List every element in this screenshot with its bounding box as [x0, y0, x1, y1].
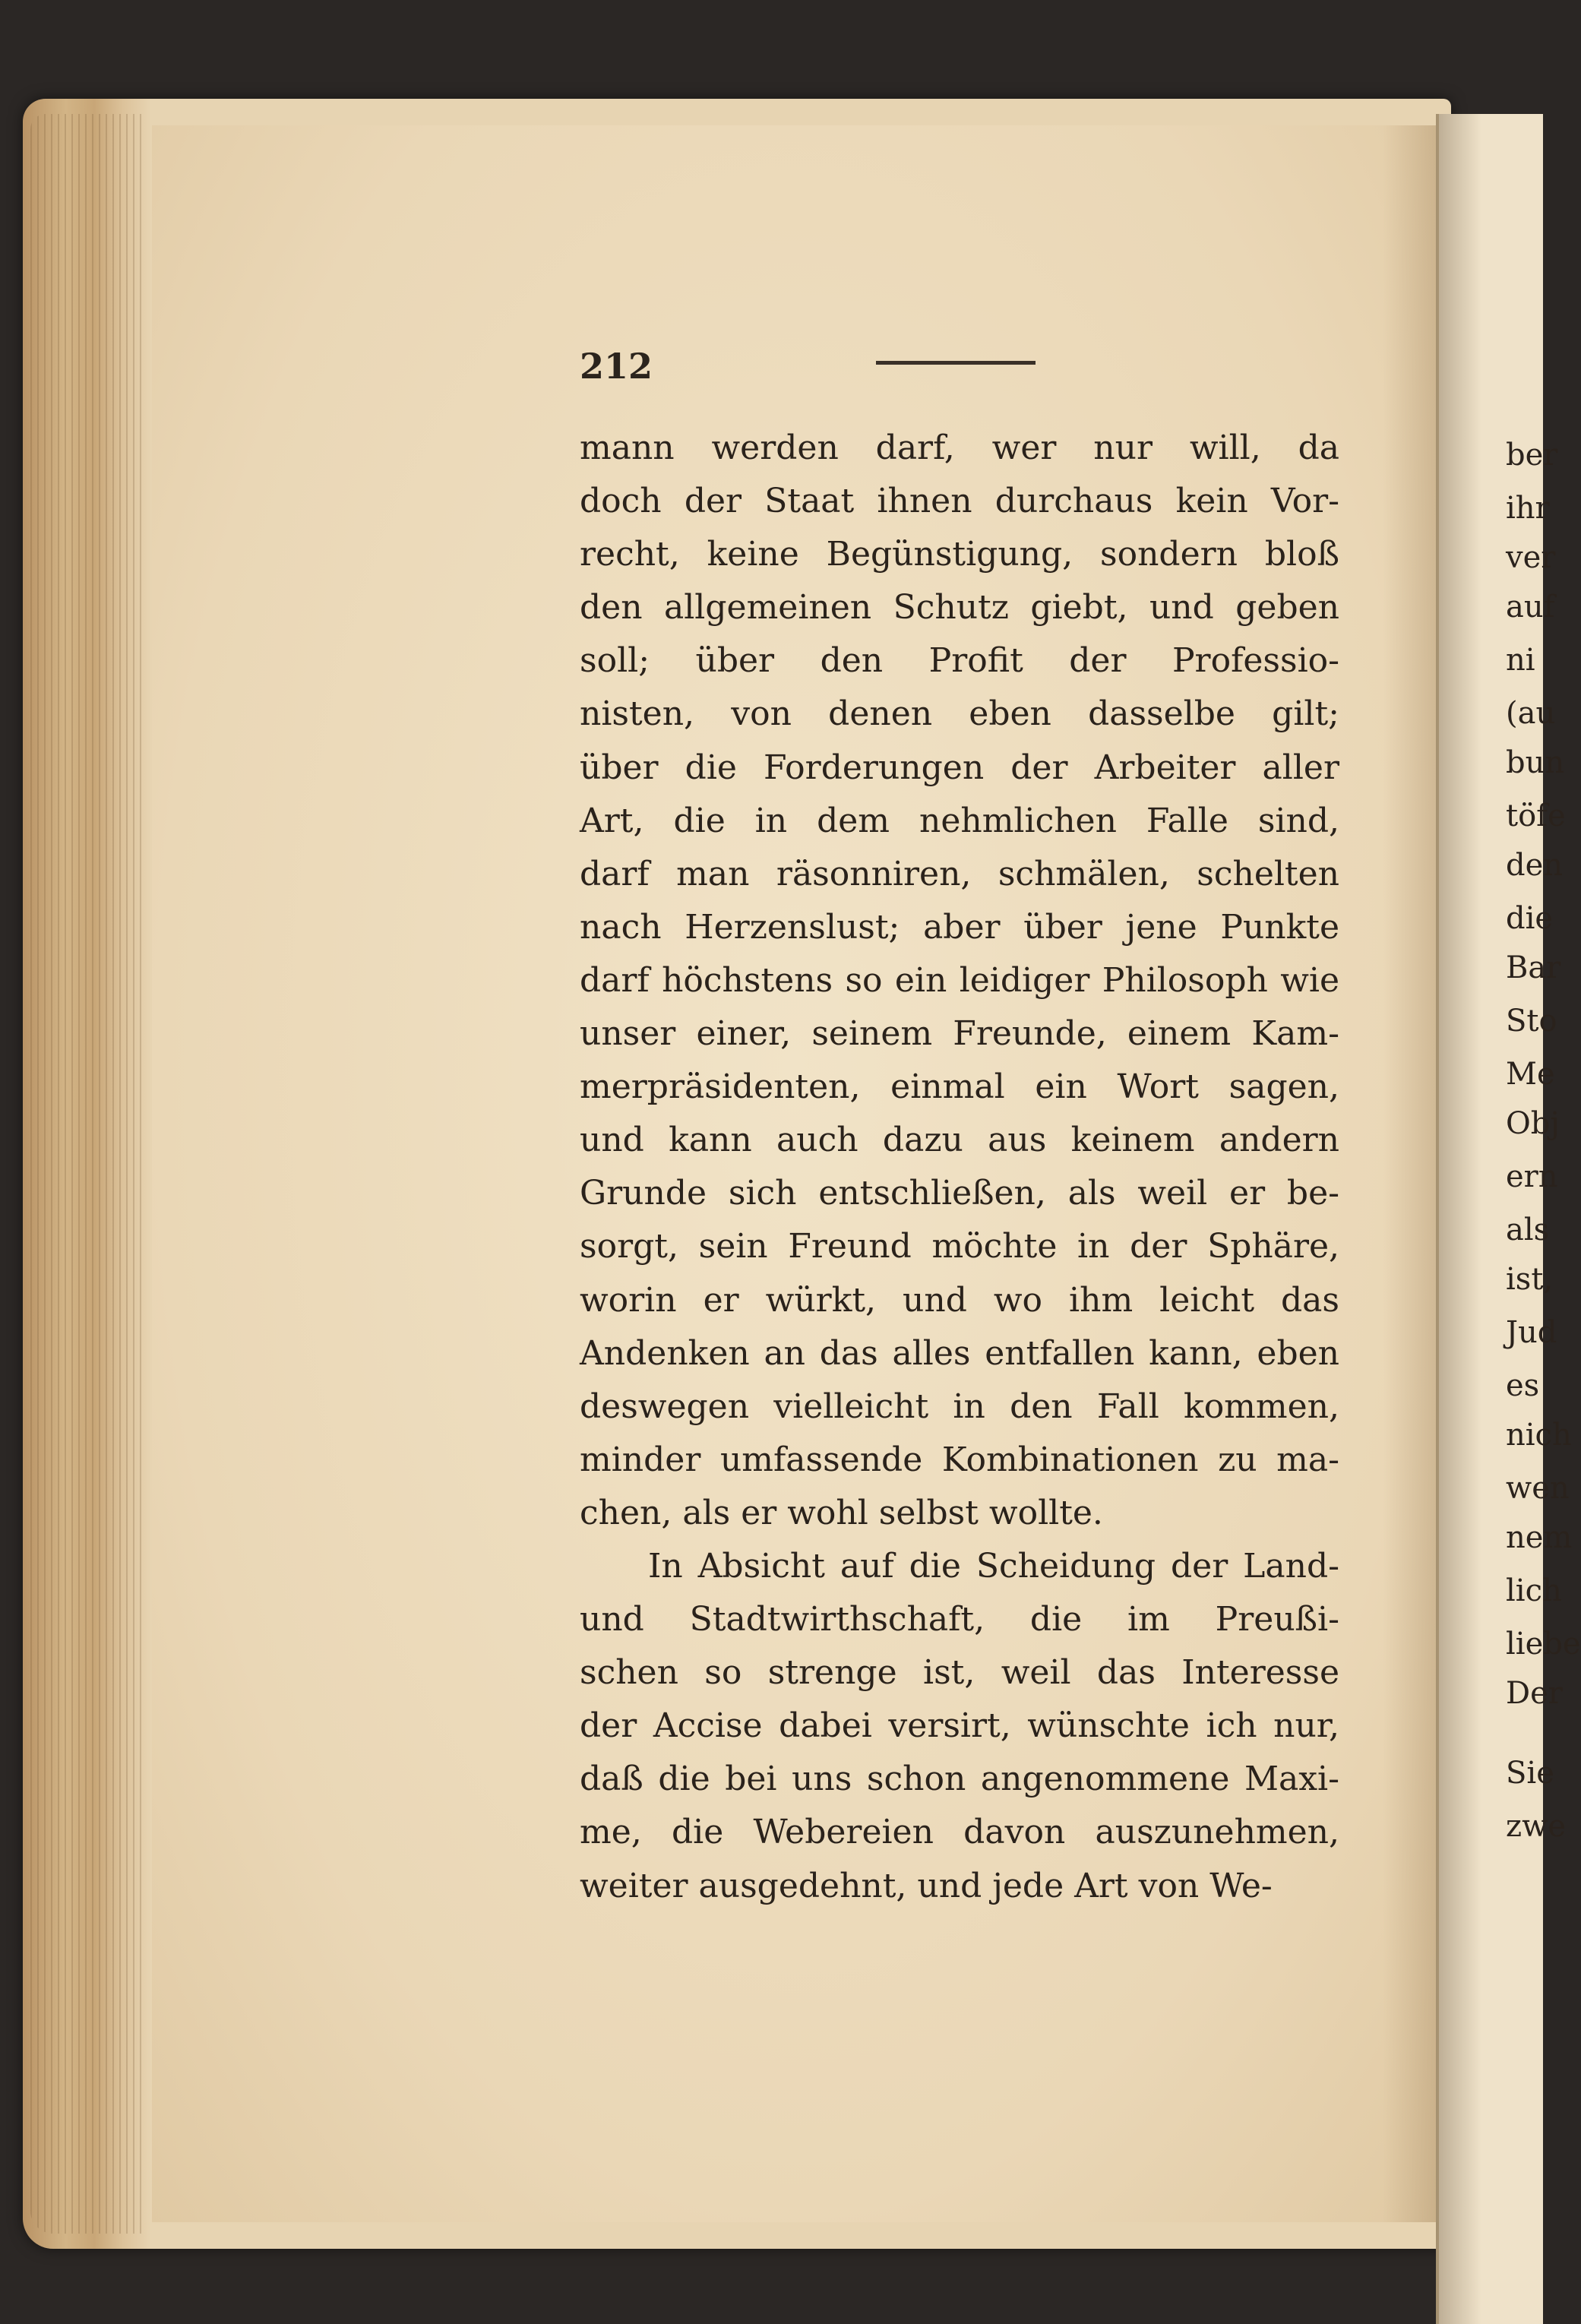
page-number: 212 [580, 346, 653, 387]
text-line: daß die bei uns schon angenommene Maxi- [580, 1760, 1339, 1799]
text-line: soll; über den Profit der Professio- [580, 641, 1339, 681]
right-page-fragment: zwe [1506, 1809, 1566, 1844]
right-page-fragment: ni [1506, 643, 1535, 678]
text-line: unser einer, seinem Freunde, einem Kam- [580, 1014, 1339, 1054]
text-line: der Accise dabei versirt, wünschte ich nur, [580, 1706, 1339, 1746]
text-line: In Absicht auf die Scheidung der Land- [648, 1546, 1339, 1586]
text-line: nisten, von denen eben dasselbe gilt; [580, 694, 1339, 734]
body-text [580, 422, 1339, 1913]
right-page-fragment: Der [1506, 1676, 1563, 1711]
right-page-fragment: Me [1506, 1057, 1555, 1092]
right-page-fragment: ern [1506, 1159, 1558, 1194]
text-line: und Stadtwirthschaft, die im Preußi- [580, 1600, 1339, 1639]
right-page-fragment: töfe [1506, 798, 1566, 833]
text-line: chen, als er wohl selbst wollte. [580, 1493, 1103, 1532]
page-gutter-shadow [1383, 125, 1436, 2222]
text-line: worin er würkt, und wo ihm leicht das [580, 1280, 1339, 1320]
right-page-fragment: ver [1506, 540, 1556, 575]
right-page-fragment: Jud [1506, 1315, 1557, 1350]
text-line: Andenken an das alles entfallen kann, eben [580, 1333, 1339, 1373]
right-page-fragment: es [1506, 1368, 1540, 1403]
text-line: Art, die in dem nehmlichen Falle sind, [580, 801, 1339, 840]
text-line: Grunde sich entschließen, als weil er be- [580, 1174, 1339, 1213]
right-page-fragment: nich [1506, 1418, 1572, 1453]
text-line: minder umfassende Kombinationen zu ma- [580, 1440, 1339, 1479]
text-line: schen so strenge ist, weil das Interesse [580, 1653, 1339, 1693]
right-page-fragment: Bar [1506, 950, 1561, 985]
text-line: merpräsidenten, einmal ein Wort sagen, [580, 1067, 1339, 1107]
text-line: darf man räsonniren, schmälen, schelten [580, 854, 1339, 893]
right-page-fragment: Sie [1506, 1756, 1554, 1791]
text-line: doch der Staat ihnen durchaus kein Vor- [580, 482, 1339, 521]
text-line: nach Herzenslust; aber über jene Punkte [580, 907, 1339, 947]
right-page-fragment: lich [1506, 1573, 1562, 1608]
right-page-fragment: bun [1506, 745, 1565, 780]
right-page-fragment: Sto [1506, 1004, 1557, 1039]
page-header [580, 346, 1339, 399]
text-line: darf höchstens so ein leidiger Philosoph wie [580, 960, 1339, 1000]
right-page-fragment: ber [1506, 438, 1558, 473]
text-line: den allgemeinen Schutz giebt, und geben [580, 588, 1339, 628]
right-page-fragment: Obj [1506, 1106, 1560, 1141]
page-edge-texture [30, 114, 144, 2234]
text-line: sorgt, sein Freund möchte in der Sphäre, [580, 1227, 1339, 1266]
right-page-fragment: ist, [1506, 1262, 1554, 1297]
text-line: über die Forderungen der Arbeiter aller [580, 748, 1339, 787]
right-page-fragment: nem [1506, 1520, 1573, 1555]
text-line: und kann auch dazu aus keinem andern [580, 1121, 1339, 1160]
right-page-fragment: (au [1506, 696, 1556, 731]
right-page-fragment: auf [1506, 590, 1555, 624]
text-line: recht, keine Begünstigung, sondern bloß [580, 535, 1339, 574]
text-line: mann werden darf, wer nur will, da [580, 428, 1339, 467]
right-page-fragment: den [1506, 848, 1564, 883]
text-line: deswegen vielleicht in den Fall kommen, [580, 1386, 1339, 1426]
header-rule [876, 361, 1036, 365]
text-line: me, die Webereien davon auszunehmen, [580, 1813, 1339, 1852]
right-page-fragment: liebe [1506, 1627, 1581, 1662]
right-page-fragment: ihr [1506, 491, 1550, 526]
right-page-fragment: die [1506, 901, 1554, 936]
text-line: weiter ausgedehnt, und jede Art von We- [580, 1866, 1273, 1905]
right-page-fragment: als [1506, 1213, 1550, 1247]
right-page-fragment: wen [1506, 1471, 1570, 1506]
